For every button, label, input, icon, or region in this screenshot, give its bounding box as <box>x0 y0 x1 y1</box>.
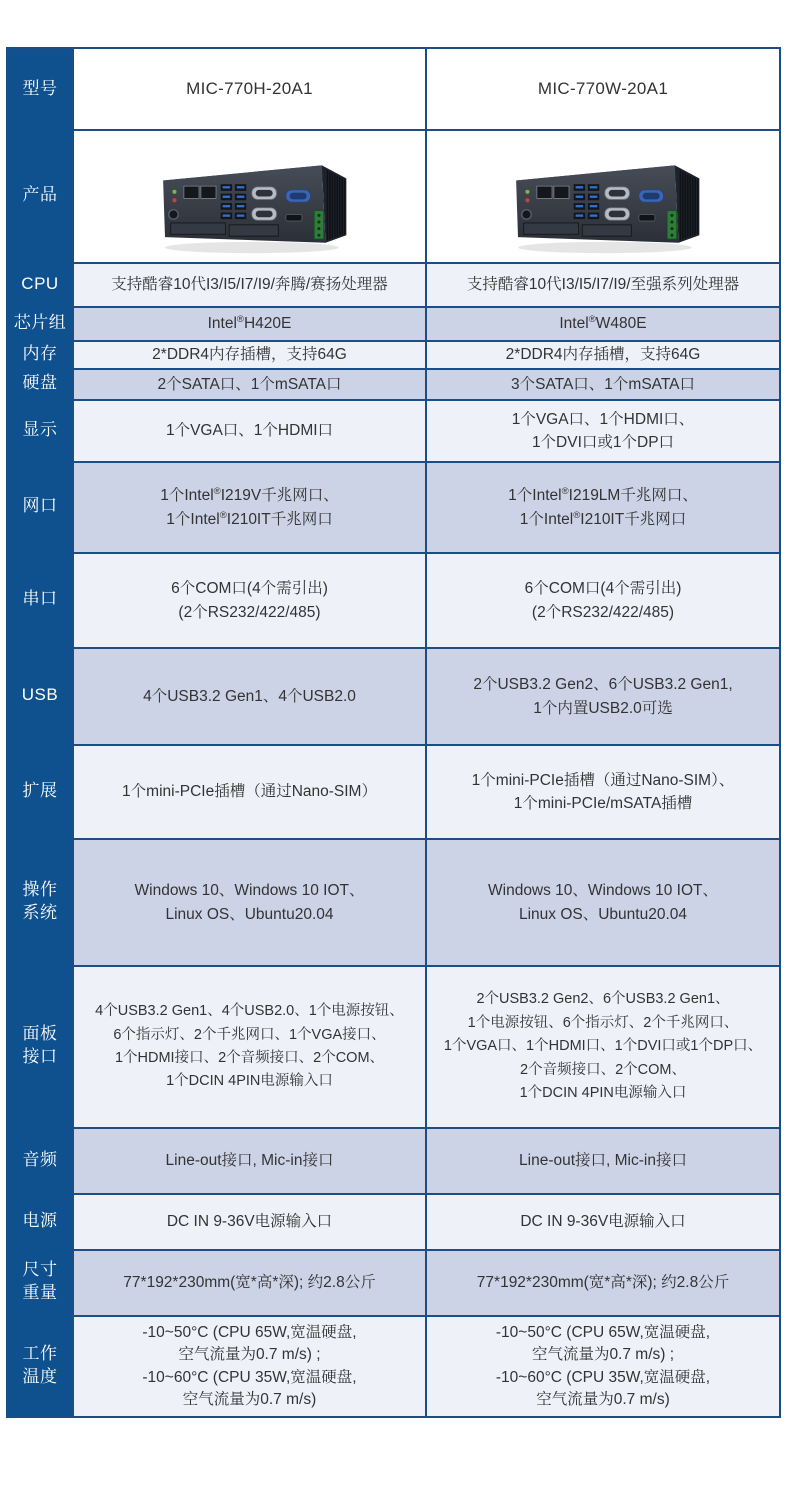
spec-text-line: Linux OS、Ubuntu20.04 <box>518 905 688 923</box>
spec-row-chipset <box>8 306 779 340</box>
cell-audio-mic-770h-20a1 <box>72 1127 425 1193</box>
row-header-text: 型号 <box>22 78 58 98</box>
spec-text-line: Windows 10、Windows 10 IOT、 <box>488 882 718 900</box>
spec-text-line: 4个USB3.2 Gen1、4个USB2.0、1个电源按钮、 <box>95 1003 404 1020</box>
cell-expansion-mic-770w-20a1 <box>425 744 779 838</box>
spec-text-line: (2个RS232/422/485) <box>178 603 321 621</box>
spec-row-serial <box>8 552 779 647</box>
spec-text-line: Linux OS、Ubuntu20.04 <box>165 905 334 923</box>
spec-text-line: 1个HDMI接口、2个音频接口、2个COM、 <box>114 1050 385 1066</box>
cell-audio-mic-770w-20a1 <box>425 1127 779 1193</box>
spec-row-panel-io <box>8 965 779 1127</box>
spec-text-line: 1个DCIN 4PIN电源输入口 <box>166 1073 333 1090</box>
cell-display-mic-770w-20a1 <box>425 399 779 461</box>
row-header-text: 扩展 <box>22 780 58 800</box>
cell-dimensions-mic-770w-20a1 <box>425 1249 779 1315</box>
row-header-serial <box>8 552 72 647</box>
row-header-os <box>8 838 72 965</box>
cell-panel-io-mic-770w-20a1 <box>425 965 779 1127</box>
row-header-usb <box>8 647 72 744</box>
row-header-text: 音频 <box>22 1149 58 1169</box>
row-header-text: 接口 <box>22 1047 58 1066</box>
row-header-text: 串口 <box>22 589 58 609</box>
cell-temperature-mic-770h-20a1 <box>72 1315 425 1416</box>
cell-os-mic-770h-20a1 <box>72 838 425 965</box>
cell-lan-mic-770h-20a1 <box>72 461 425 552</box>
row-header-text: 工作 <box>22 1343 58 1363</box>
cell-chipset-mic-770w-20a1 <box>425 306 779 340</box>
cell-lan-mic-770w-20a1 <box>425 461 779 552</box>
spec-text-line: 6个指示灯、2个千兆网口、1个VGA接口、 <box>113 1026 386 1043</box>
spec-text-line: 6个COM口(4个需引出) <box>524 580 682 598</box>
product-spec-comparison-table <box>6 47 781 1418</box>
spec-row-power <box>8 1193 779 1249</box>
spec-text-line: 2个USB3.2 Gen2、6个USB3.2 Gen1, <box>473 676 733 694</box>
registered-trademark-symbol: ® <box>219 509 227 521</box>
spec-text-line: 1个VGA口、1个HDMI口、1个DVI口或1个DP口、 <box>443 1038 763 1055</box>
spec-text-line: 2个音频接口、2个COM、 <box>520 1061 686 1078</box>
spec-text-line: 1个DCIN 4PIN电源输入口 <box>519 1085 687 1102</box>
spec-text-line: 1个Intel®I210IT千兆网口 <box>166 509 333 528</box>
registered-trademark-symbol: ® <box>561 486 569 498</box>
row-header-text: 系统 <box>22 902 58 922</box>
row-header-expansion <box>8 744 72 838</box>
row-header-text: 温度 <box>22 1366 58 1386</box>
spec-text-line: 2个USB3.2 Gen2、6个USB3.2 Gen1、 <box>476 991 730 1008</box>
cell-product-mic-770w-20a1 <box>425 129 779 262</box>
row-header-panel-io <box>8 965 72 1127</box>
row-header-cpu <box>8 262 72 306</box>
spec-text-line: 1个电源按钮、6个指示灯、2个千兆网口、 <box>467 1014 739 1031</box>
cell-storage-mic-770w-20a1 <box>425 368 779 399</box>
spec-text-line: 支持酷睿10代I3/I5/I7/I9/奔腾/赛扬处理器 <box>111 276 388 294</box>
row-header-text: 操作 <box>22 879 58 899</box>
row-header-text: 面板 <box>22 1024 58 1044</box>
spec-text-line: 支持酷睿10代I3/I5/I7/I9/至强系列处理器 <box>466 276 740 294</box>
row-header-text: CPU <box>21 273 59 293</box>
cell-os-mic-770w-20a1 <box>425 838 779 965</box>
cell-power-mic-770w-20a1 <box>425 1193 779 1249</box>
registered-trademark-symbol: ® <box>588 314 596 326</box>
spec-row-storage <box>8 368 779 399</box>
cell-expansion-mic-770h-20a1 <box>72 744 425 838</box>
spec-row-lan <box>8 461 779 552</box>
row-header-text: 网口 <box>22 496 58 516</box>
spec-row-cpu <box>8 262 779 306</box>
spec-text-line: 1个VGA口、1个HDMI口 <box>165 422 334 440</box>
cell-product-mic-770h-20a1 <box>72 129 425 262</box>
row-header-chipset <box>8 306 72 340</box>
spec-text-line: 2*DDR4内存插槽，支持64G <box>152 346 347 364</box>
spec-row-display <box>8 399 779 461</box>
spec-row-product <box>8 129 779 262</box>
row-header-text: 电源 <box>22 1210 58 1230</box>
cell-memory-mic-770w-20a1 <box>425 340 779 368</box>
spec-text-line: Intel®W480E <box>559 314 647 333</box>
row-header-dimensions <box>8 1249 72 1315</box>
row-header-model <box>8 49 72 129</box>
spec-text-line: -10~50°C (CPU 65W,宽温硬盘, <box>495 1323 711 1341</box>
spec-row-os <box>8 838 779 965</box>
row-header-lan <box>8 461 72 552</box>
cell-cpu-mic-770w-20a1 <box>425 262 779 306</box>
cell-serial-mic-770w-20a1 <box>425 552 779 647</box>
spec-text-line: 1个mini-PCIe/mSATA插槽 <box>513 795 693 812</box>
spec-row-model <box>8 49 779 129</box>
cell-panel-io-mic-770h-20a1 <box>72 965 425 1127</box>
spec-text-line: 空气流量为0.7 m/s) <box>182 1390 317 1408</box>
row-header-display <box>8 399 72 461</box>
spec-text-line: 空气流量为0.7 m/s) <box>536 1390 670 1408</box>
spec-text-line: -10~60°C (CPU 35W,宽温硬盘, <box>142 1368 357 1386</box>
spec-text-line: 1个内置USB2.0可选 <box>533 699 673 717</box>
row-header-text: USB <box>21 685 59 705</box>
spec-text-line: 1个Intel®I210IT千兆网口 <box>519 509 687 528</box>
registered-trademark-symbol: ® <box>213 486 221 498</box>
spec-text-line: 2个SATA口、1个mSATA口 <box>157 375 342 393</box>
spec-text-line: (2个RS232/422/485) <box>531 603 675 621</box>
spec-text-line: 3个SATA口、1个mSATA口 <box>510 375 696 393</box>
spec-text-line: DC IN 9-36V电源输入口 <box>520 1213 686 1231</box>
spec-row-memory <box>8 340 779 368</box>
row-header-text: 重量 <box>22 1283 58 1302</box>
spec-text-line: 1个mini-PCIe插槽（通过Nano-SIM） <box>122 783 377 801</box>
registered-trademark-symbol: ® <box>236 314 244 326</box>
spec-text-line: 4个USB3.2 Gen1、4个USB2.0 <box>143 687 356 705</box>
spec-text-line: 1个VGA口、1个HDMI口、 <box>511 410 695 428</box>
spec-text-line: DC IN 9-36V电源输入口 <box>166 1213 333 1231</box>
row-header-text: 尺寸 <box>22 1260 58 1280</box>
spec-text-line: -10~50°C (CPU 65W,宽温硬盘, <box>142 1323 357 1341</box>
row-header-temperature <box>8 1315 72 1416</box>
spec-text-line: Line-out接口, Mic-in接口 <box>519 1152 687 1170</box>
product-photo-mic-770h-20a1 <box>146 137 354 256</box>
spec-text-line: 空气流量为0.7 m/s) ; <box>178 1346 321 1364</box>
cell-storage-mic-770h-20a1 <box>72 368 425 399</box>
spec-text-line: 77*192*230mm(宽*高*深); 约2.8公斤 <box>476 1274 730 1292</box>
product-photo-mic-770w-20a1 <box>499 137 707 256</box>
row-header-storage <box>8 368 72 399</box>
cell-cpu-mic-770h-20a1 <box>72 262 425 306</box>
cell-memory-mic-770h-20a1 <box>72 340 425 368</box>
row-header-power <box>8 1193 72 1249</box>
spec-text-line: 空气流量为0.7 m/s) ; <box>531 1346 675 1364</box>
row-header-text: 内存 <box>22 343 58 363</box>
cell-dimensions-mic-770h-20a1 <box>72 1249 425 1315</box>
spec-text-line: 2*DDR4内存插槽，支持64G <box>505 346 701 364</box>
spec-text-line: 77*192*230mm(宽*高*深); 约2.8公斤 <box>123 1274 376 1292</box>
spec-row-temperature <box>8 1315 779 1416</box>
spec-text-line: Line-out接口, Mic-in接口 <box>165 1152 334 1170</box>
spec-text-line: 1个Intel®I219LM千兆网口、 <box>508 486 698 505</box>
cell-power-mic-770h-20a1 <box>72 1193 425 1249</box>
cell-model-mic-770w-20a1 <box>425 49 779 129</box>
spec-text-line: MIC-770H-20A1 <box>186 79 313 99</box>
spec-text-line: Intel®H420E <box>207 314 292 333</box>
row-header-text: 芯片组 <box>13 312 67 332</box>
row-header-text: 产品 <box>22 185 58 205</box>
cell-usb-mic-770w-20a1 <box>425 647 779 744</box>
spec-text-line: MIC-770W-20A1 <box>537 79 669 99</box>
cell-display-mic-770h-20a1 <box>72 399 425 461</box>
spec-text-line: 1个mini-PCIe插槽（通过Nano-SIM）、 <box>471 771 735 789</box>
row-header-text: 硬盘 <box>22 373 58 393</box>
spec-text-line: 1个Intel®I219V千兆网口、 <box>160 486 339 505</box>
cell-usb-mic-770h-20a1 <box>72 647 425 744</box>
registered-trademark-symbol: ® <box>573 509 581 521</box>
cell-serial-mic-770h-20a1 <box>72 552 425 647</box>
spec-text-line: -10~60°C (CPU 35W,宽温硬盘, <box>495 1368 711 1386</box>
row-header-product <box>8 129 72 262</box>
spec-row-dimensions <box>8 1249 779 1315</box>
spec-text-line: 1个DVI口或1个DP口 <box>531 434 675 451</box>
row-header-text: 显示 <box>22 419 58 439</box>
spec-text-line: Windows 10、Windows 10 IOT、 <box>134 882 365 900</box>
row-header-memory <box>8 340 72 368</box>
row-header-audio <box>8 1127 72 1193</box>
spec-row-usb <box>8 647 779 744</box>
spec-text-line: 6个COM口(4个需引出) <box>171 580 328 598</box>
cell-temperature-mic-770w-20a1 <box>425 1315 779 1416</box>
cell-chipset-mic-770h-20a1 <box>72 306 425 340</box>
spec-row-expansion <box>8 744 779 838</box>
cell-model-mic-770h-20a1 <box>72 49 425 129</box>
spec-row-audio <box>8 1127 779 1193</box>
